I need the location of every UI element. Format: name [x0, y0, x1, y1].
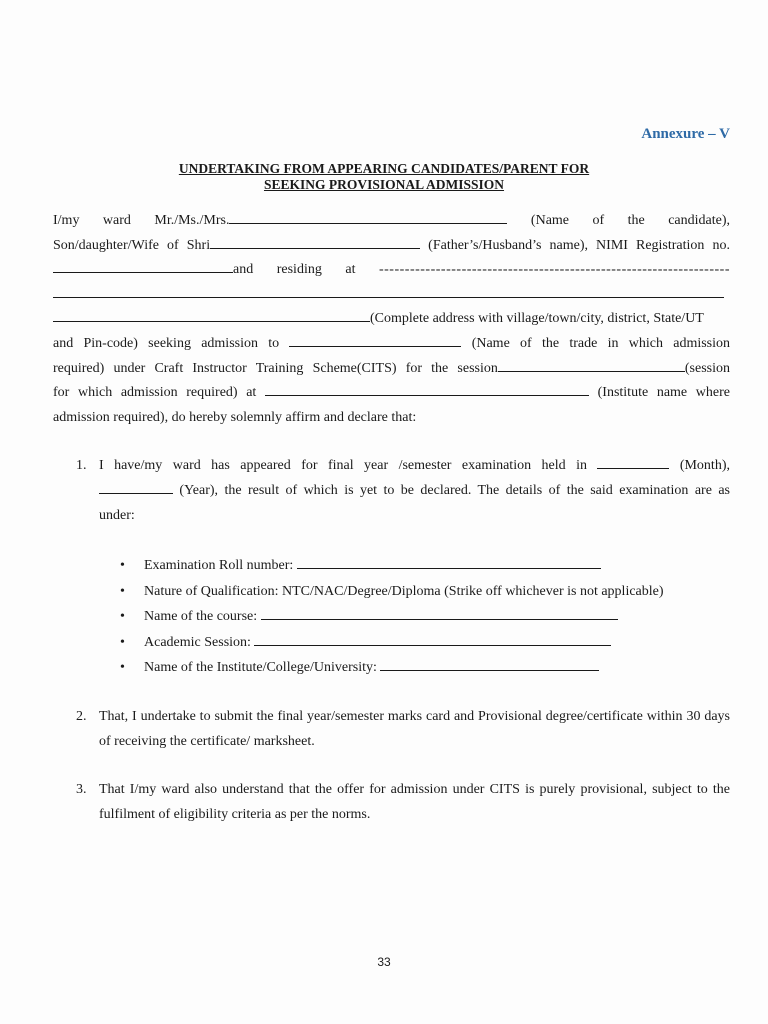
trade-name-blank[interactable] [289, 333, 461, 347]
bullet-text: Name of the Institute/College/University: [144, 660, 381, 675]
bullet-text: Academic Session: [144, 634, 255, 650]
intro-text: (Father’s/Husband’s name), NIMI Registration no. [420, 237, 730, 253]
intro-text: required) under Craft Instructor Training Scheme(CITS) for the session [53, 360, 498, 376]
roll-number-blank[interactable] [297, 555, 601, 569]
bullet-icon: • [120, 660, 125, 675]
item-number: 3. [76, 782, 87, 797]
intro-line-6 [53, 332, 730, 357]
bullet-icon: • [120, 609, 125, 624]
candidate-name-blank[interactable] [229, 210, 507, 224]
intro-text: (Name of the candidate), [507, 213, 730, 228]
intro-text: (Name of the trade in which admission [461, 335, 730, 351]
item-text: That, I undertake to submit the final year/semester marks card and Provisional degree/certificate within 30 days of receiving the certificate/ marksheet. [99, 709, 730, 749]
item-text: (Year), the result of which is yet to be declared. The details of the said examination are as [173, 483, 730, 498]
intro-line-8 [53, 381, 730, 406]
institute-name-blank[interactable] [265, 382, 589, 396]
declaration-item-2 [76, 704, 730, 754]
item-1-line-3: under: [99, 508, 135, 523]
bullet-text: Name of the course: [144, 609, 261, 624]
father-name-blank[interactable] [210, 235, 420, 249]
intro-line-2 [53, 234, 730, 259]
declaration-item-3 [76, 777, 730, 827]
item-number: 1. [76, 458, 87, 473]
intro-paragraph [53, 209, 730, 430]
list-item [120, 604, 720, 630]
item-number: 2. [76, 709, 87, 724]
item-1-line-1 [99, 453, 730, 478]
bullet-icon: • [120, 634, 125, 650]
month-blank[interactable] [597, 455, 669, 469]
intro-text: and residing at [233, 262, 379, 278]
intro-line-7 [53, 357, 730, 382]
address-dashes: -------------------------------------------------------------------- [378, 262, 730, 278]
item-text: That I/my ward also understand that the offer for admission under CITS is purely provisional, subject to the fulfilment of eligibility criteria as per the norms. [99, 782, 730, 822]
item-body [99, 453, 730, 528]
registration-no-blank[interactable] [53, 259, 233, 273]
address-blank-2[interactable] [53, 308, 370, 322]
address-blank-1[interactable] [53, 284, 724, 298]
session-blank[interactable] [498, 358, 685, 372]
intro-text: for which admission required) at [53, 385, 265, 401]
bullet-icon: • [120, 583, 125, 599]
intro-line-1 [53, 209, 730, 234]
academic-session-blank[interactable] [254, 632, 611, 646]
intro-text: Son/daughter/Wife of Shri [53, 237, 211, 253]
title-line-2: SEEKING PROVISIONAL ADMISSION [263, 177, 505, 192]
intro-text: (Institute name where [588, 385, 730, 401]
intro-text: I/my ward Mr./Ms./Mrs. [53, 213, 230, 228]
item-text: (Month), [669, 458, 730, 473]
document-title [0, 161, 768, 193]
intro-line-9: admission required), do hereby solemnly affirm and declare that: [53, 409, 417, 425]
bullet-text: Examination Roll number: [144, 558, 297, 573]
course-name-blank[interactable] [261, 606, 618, 620]
page-number: 33 [377, 955, 391, 969]
intro-line-3 [53, 258, 730, 283]
intro-text: (Complete address with village/town/city, district, State/UT [370, 311, 704, 327]
list-item [120, 553, 720, 579]
item-1-line-2 [99, 478, 730, 503]
list-item [120, 630, 720, 656]
bullet-text: Nature of Qualification: NTC/NAC/Degree/Diploma (Strike off whichever is not applicable) [144, 583, 664, 599]
item-text: I have/my ward has appeared for final year /semester examination held in [99, 458, 598, 473]
bullet-icon: • [120, 558, 125, 573]
exam-details-list [120, 553, 720, 681]
declaration-item-1 [76, 453, 730, 528]
title-line-1: UNDERTAKING FROM APPEARING CANDIDATES/PARENT FOR [178, 161, 590, 176]
intro-text: (session [684, 360, 730, 376]
institute-blank[interactable] [380, 657, 599, 671]
list-item [120, 579, 720, 605]
intro-line-5 [53, 307, 730, 332]
list-item [120, 655, 720, 681]
year-blank[interactable] [99, 480, 173, 494]
annexure-label: Annexure – V [641, 126, 730, 142]
intro-text: and Pin-code) seeking admission to [53, 335, 290, 351]
intro-line-4 [53, 283, 730, 308]
